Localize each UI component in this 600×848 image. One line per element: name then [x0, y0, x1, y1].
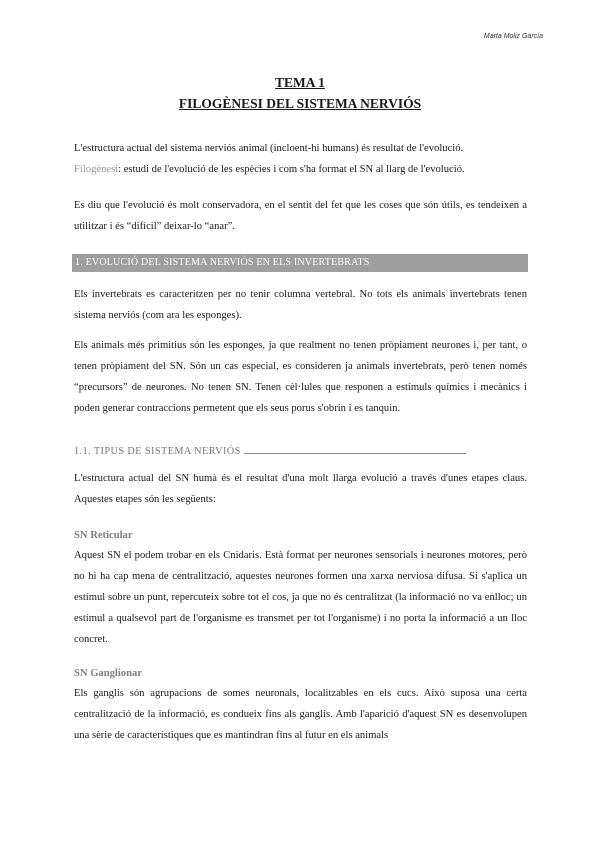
reticular-heading: SN Reticular — [74, 530, 133, 541]
section-1-paragraph-2: Els animals més primitius són les esponges, ja que realment no tenen pròpiament neurones i, per tant, o tenen pròpiament del SN. Són un cas especial, es consideren ja animals invertebrats, però tenen només “precursors” de neurones. No tenen SN. Tenen cèl·lules que responen a estímuls químics i mecànics i poden generar contraccions permetent que els seus porus s'obrin i es tanquin. — [74, 340, 527, 414]
subsection-1-1-paragraph: L'estructura actual del SN humà és el resultat d'una molt llarga evolució a través d'unes etapes claus. Aquestes etapes són les següents: — [74, 473, 527, 505]
reticular-paragraph: Aquest SN el podem trobar en els Cnidaris. Està format per neurones sensorials i neurones motores, però no hi ha cap mena de centralització, aquestes neurones formen una xarxa nerviosa difusa. Si s'aplica un estímul sobre un punt, repercuteix sobre tot el cos, ja que no és centralitzat (la informació no va enlloc; un estímul a qualsevol part de l'organisme es transmet per tot l'organisme) i no porta la informació a un lloc concret. — [74, 550, 527, 645]
author-header: Marta Moliz García — [483, 33, 543, 40]
intro-line-2: : estudi de l'evolució de les espècies i com s'ha format el SN al llarg de l'evolució. — [118, 164, 465, 175]
section-1-heading: 1. EVOLUCIÓ DEL SISTEMA NERVIÓS EN ELS INVERTEBRATS — [72, 254, 528, 272]
intro-paragraph-1 — [74, 138, 527, 180]
page-subtitle: FILOGÈNESI DEL SISTEMA NERVIÓS — [178, 96, 422, 111]
page-title: TEMA 1 — [275, 75, 325, 90]
intro-line-1: L'estructura actual del sistema nerviós animal (incloent-hi humans) és resultat de l'evolució. — [74, 143, 464, 154]
term-filogenesi: Filogènesi — [74, 164, 119, 175]
heading-rule — [244, 446, 466, 454]
section-1-paragraph-1: Els invertebrats es caracteritzen per no tenir columna vertebral. No tots els animals invertebrats tenen sistema nerviós (com ara les esponges). — [74, 289, 527, 321]
ganglionar-heading: SN Ganglionar — [74, 668, 142, 679]
subsection-1-1-title: 1.1. TIPUS DE SISTEMA NERVIÓS — [74, 446, 241, 457]
intro-paragraph-2: Es diu que l'evolució és molt conservadora, en el sentit del fet que les coses que són útils, es tendeixen a utilitzar i és “difícil” deixar-lo “anar”. — [74, 200, 527, 232]
subsection-1-1-heading — [74, 446, 466, 457]
ganglionar-paragraph: Els ganglis són agrupacions de somes neuronals, localitzables en els cucs. Això suposa una certa centralització de la informació, es condueix fins als ganglis. Amb l'aparició d'aquest SN es desenvolupen una sèrie de característiques que es mantindran fins al futur en els animals — [74, 688, 527, 741]
